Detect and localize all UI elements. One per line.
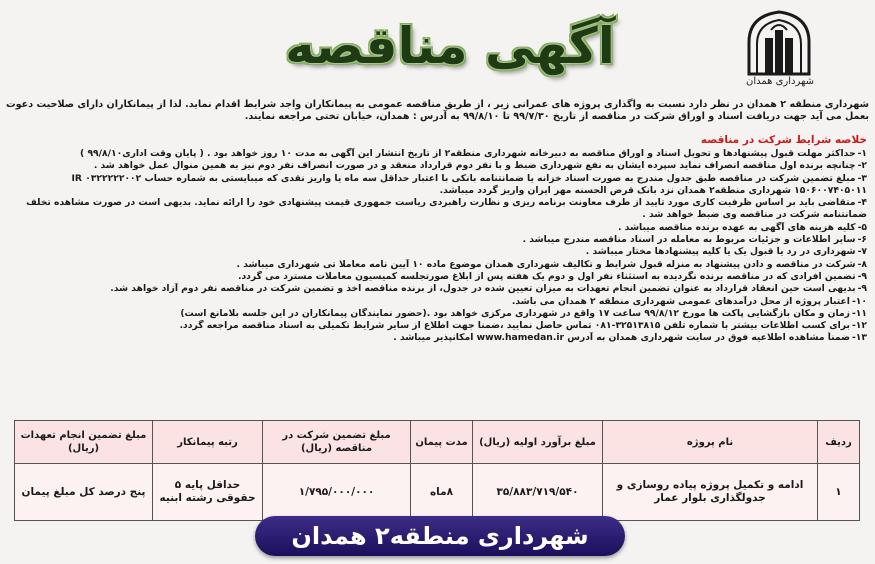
- cell-contractor-rank: حداقل پایه ۵ حقوقی رشته ابنیه: [153, 464, 263, 521]
- condition-item: ۱۰-اعتبار پروژه از محل درآمدهای عمومی شهرداری منطقه ۲ همدان می باشد.: [511, 295, 867, 307]
- condition-item: ۸-شرکت در مناقصه و دادن پیشنهاد به منزله قبول شرایط و تکالیف شهرداری همدان موضوع ماده ۱۰ آیین نامه معاملا تی شهرداری میباشد .: [236, 258, 867, 270]
- condition-item: ۱-حداکثر مهلت قبول پیشنهادها و تحویل اسناد و اوراق مناقصه به دبیرخانه شهرداری منطقه۲ از تاریخ انتشار این آگهی به مدت ۱۰ روز خواهد بود . ( پایان وقت اداری۹۹/۸/۱۰ ): [80, 148, 867, 159]
- table-header-row: [15, 421, 860, 464]
- header-duration: مدت پیمان: [411, 421, 473, 464]
- project-table: [14, 420, 860, 521]
- header-contractor-rank: رتبه پیمانکار: [153, 421, 263, 464]
- table-row: [15, 464, 860, 521]
- header-bid-guarantee: مبلغ تضمین شرکت در مناقصه (ریال): [263, 421, 411, 464]
- cell-bid-guarantee: ۱/۷۹۵/۰۰۰/۰۰۰: [263, 464, 411, 521]
- notice-title: آگهی مناقصه: [285, 17, 615, 75]
- cell-performance-guarantee: پنج درصد کل مبلغ پیمان: [15, 464, 153, 521]
- condition-item: ۵-کلیه هزینه های آگهی به عهده برنده مناقصه میباشد .: [617, 221, 867, 233]
- condition-item: ۱۱-زمان و مکان بازگشایی پاکت ها مورخ ۹۹/۸/۱۲ ساعت ۱۷ واقع در شهرداری مرکزی خواهد بود .(حضور نمایندگان پیمانکاران در این جلسه بلامانع است): [180, 307, 867, 319]
- cell-estimated-amount: ۳۵/۸۸۳/۷۱۹/۵۴۰: [473, 464, 603, 521]
- logo-caption: شهرداری همدان: [746, 76, 814, 87]
- condition-item: ۳-مبلغ تضمین شرکت در مناقصه طبق جدول مندرج به صورت اسناد خزانه یا ضمانتنامه بانکی با اعتبار حداقل سه ماه یا واریز نقدی که میبایستی به شماره حساب ۰۳۲۲۲۲۲۰۰۲ IR ۱۵۰۶۰۰۷۴۰۵۰۱۱ شهرداری منطقه۲ همدان نزد بانک قرض الحسنه مهر ایران واریز گردد میباشد.: [71, 172, 867, 196]
- header-performance-guarantee: مبلغ تضمین انجام تعهدات (ریال): [15, 421, 153, 464]
- cell-duration: ۸ماه: [411, 464, 473, 521]
- condition-item: ۴-متقاضی باید بر اساس ظرفیت کاری مورد تایید از طرف معاونت برنامه ریزی و نظارت راهبردی ریاست جمهوری قیمت پیشنهادی خود را ارائه نماید. بدیهی است در صورت مشاهده تخلف ضمانتنامه شرکت در مناقصه وی ضبط خواهد شد .: [26, 197, 867, 221]
- header-row-number: ردیف: [818, 421, 860, 464]
- condition-item: ۱۳-ضمناً مشاهده اطلاعیه فوق در سایت شهرداری همدان به آدرس www.hamedan.ir امکانپذیر میباشد .: [393, 332, 867, 344]
- header-project-name: نام پروژه: [603, 421, 818, 464]
- header: [0, 0, 875, 98]
- cell-project-name: ادامه و تکمیل پروژه پیاده روسازی و جدولگذاری بلوار عمار: [603, 464, 818, 521]
- condition-item: ۷-شهرداری در رد یا قبول یک یا کلیه پیشنهادها مختار میباشد .: [585, 246, 867, 258]
- condition-item: ۶-سایر اطلاعات و جزئیات مربوط به معامله در اسناد مناقصه مندرج میباشد .: [522, 234, 867, 246]
- conditions-list: [6, 148, 867, 345]
- footer-banner: [255, 516, 625, 556]
- cell-row-number: ۱: [818, 464, 860, 521]
- intro-paragraph: شهرداری منطقه ۲ همدان در نظر دارد نسبت به واگذاری پروژه های عمرانی زیر ، از طریق مناقصه عمومی به پیمانکاران واجد شرایط اقدام نماید. لذا از پیمانکاران دارای صلاحیت دعوت بعمل می آید جهت دریافت اسناد و اوراق شرکت در مناقصه از تاریخ ۹۹/۷/۳۰ تا ۹۹/۸/۱۰ به آدرس : همدان، خیابان تختی مراجعه نمایند.: [6, 99, 869, 122]
- condition-item: ۱۲-برای کسب اطلاعات بیشتر با شماره تلفن ۳۲۵۱۳۸۱۵-۰۸۱ تماس حاصل نمایید ،ضمنا جهت اطلاع از سایر شرایط تکمیلی به اسناد مناقصه مراجعه گردد.: [179, 320, 867, 332]
- header-estimated-amount: مبلغ برآورد اولیه (ریال): [473, 421, 603, 464]
- condition-item: ۹-تضمین افرادی که در مناقصه برنده نگردیده به استثناء نفر اول و دوم یک هفته پس از ابلاغ صورتجلسه کمیسیون معاملات مسترد می گردد.: [237, 270, 867, 282]
- footer-text: شهرداری منطقه۲ همدان: [291, 522, 589, 550]
- hamedan-municipality-emblem-icon: [741, 8, 817, 76]
- conditions-title: خلاصه شرایط شرکت در مناقصه: [700, 134, 867, 146]
- condition-item: ۹-بدیهی است حین انعقاد قرارداد به عنوان تضمین انجام تعهدات به میزان تعیین شده در جدول، از برنده مناقصه اخذ و تضمین شرکت در مناقصه نفر دوم آزاد خواهد شد.: [110, 283, 867, 295]
- condition-item: ۲-چنانچه برنده اول مناقصه انصراف نماید سپرده ایشان به نفع شهرداری ضبط و با نفر دوم قرارداد منعقد و در صورت انصراف نفر دوم نیز به همین منوال عمل خواهد شد .: [93, 160, 867, 172]
